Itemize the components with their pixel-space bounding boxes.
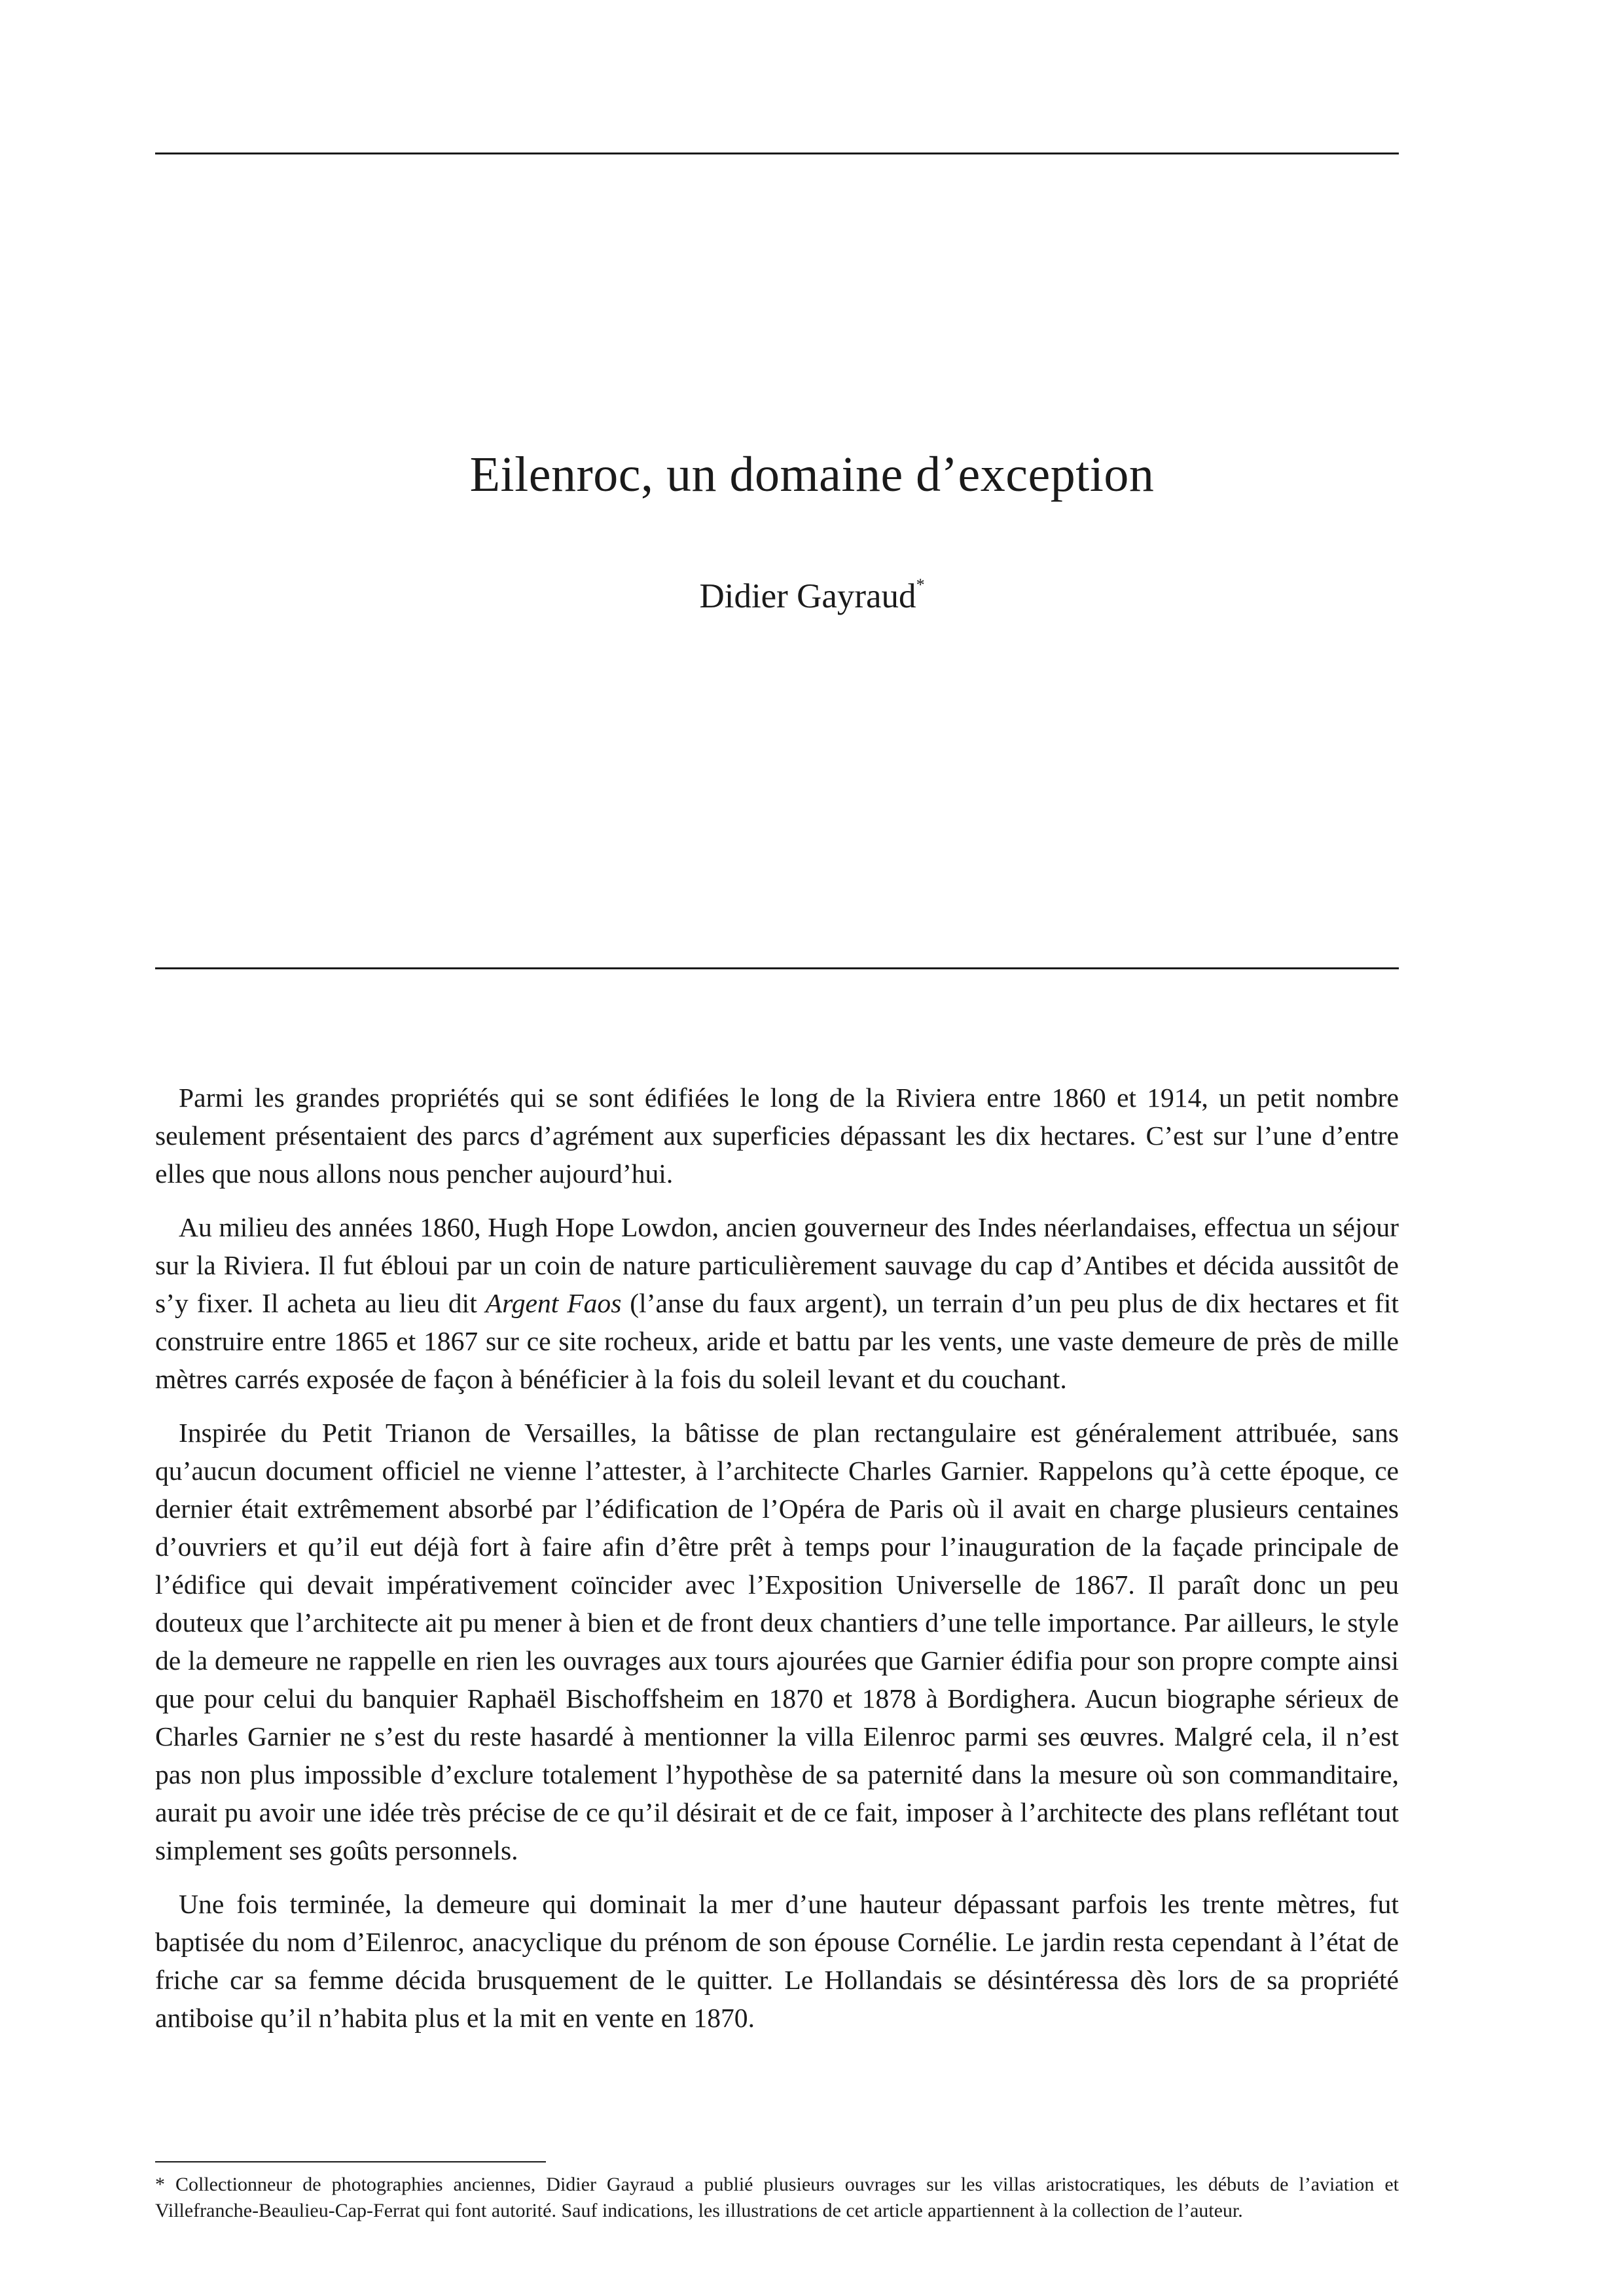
- article-author: [0, 576, 1624, 618]
- paragraph-2-text-after: (l’anse du faux argent), un terrain d’un peu plus de dix hectares et fit construire entre 1865 et 1867 sur ce site rocheux, aride et battu par les vents, une vaste demeure de près de mille mètres carrés exposée de façon à bénéficier à la fois du soleil levant et du couchant.: [155, 1288, 1399, 1394]
- place-name-italic: Argent Faos: [485, 1288, 622, 1318]
- paragraph-3: Inspirée du Petit Trianon de Versailles, la bâtisse de plan rectangulaire est généralement attribuée, sans qu’aucun document officiel ne vienne l’attester, à l’architecte Charles Garnier. Rappelons qu’à cette époque, ce dernier était extrêmement absorbé par l’édification de l’Opéra de Paris où il avait en charge plusieurs centaines d’ouvriers et qu’il eut déjà fort à faire afin d’être prêt à temps pour l’inauguration de la façade principale de l’édifice qui devait impérativement coïncider avec l’Exposition Universelle de 1867. Il paraît donc un peu douteux que l’architecte ait pu mener à bien et de front deux chantiers d’une telle importance. Par ailleurs, le style de la demeure ne rappelle en rien les ouvrages aux tours ajourées que Garnier édifia pour son propre compte ainsi que pour celui du banquier Raphaël Bischoffsheim en 1870 et 1878 à Bordighera. Aucun biographe sérieux de Charles Garnier ne s’est du reste hasardé à mentionner la villa Eilenroc parmi ses œuvres. Malgré cela, il n’est pas non plus impossible d’exclure totalement l’hypothèse de sa paternité dans la mesure où son commanditaire, aurait pu avoir une idée très précise de ce qu’il désirait et de ce fait, imposer à l’architecte des plans reflétant tout simplement ses goûts personnels.: [155, 1418, 1399, 1865]
- article-title: Eilenroc, un domaine d’exception: [469, 447, 1155, 502]
- article-body: [155, 1079, 1399, 2053]
- paragraph-2-text-before: Au milieu des années 1860, Hugh Hope Lowdon, ancien gouverneur des Indes néerlandaises, effectua un séjour sur la Riviera. Il fut ébloui par un coin de nature particulièrement sauvage du cap d’Antibes et décida aussitôt de s’y fixer. Il acheta au lieu dit: [155, 1212, 1399, 1318]
- header-separator-rule: [155, 967, 1399, 969]
- paragraph-1: Parmi les grandes propriétés qui se sont édifiées le long de la Riviera entre 1860 et 1914, un petit nombre seulement présentaient des parcs d’agrément aux superficies dépassant les dix hectares. C’est sur l’une d’entre elles que nous allons nous pencher aujourd’hui.: [155, 1083, 1399, 1189]
- paragraph-2: [155, 1208, 1399, 1398]
- footnote-rule: [155, 2161, 546, 2162]
- footnote: * Collectionneur de photographies anciennes, Didier Gayraud a publié plusieurs ouvrages sur les villas aristocratiques, les débuts de l’aviation et Villefranche-Beaulieu-Cap-Ferrat qui font autorité. Sauf indications, les illustrations de cet article appartiennent à la collection de l’auteur.: [155, 2174, 1399, 2221]
- author-name: Didier Gayraud: [699, 577, 916, 615]
- top-rule: [155, 152, 1399, 154]
- author-note-marker: *: [916, 575, 925, 594]
- paragraph-4: Une fois terminée, la demeure qui dominait la mer d’une hauteur dépassant parfois les trente mètres, fut baptisée du nom d’Eilenroc, anacyclique du prénom de son épouse Cornélie. Le jardin resta cependant à l’état de friche car sa femme décida brusquement de le quitter. Le Hollandais se désintéressa dès lors de sa propriété antiboise qu’il n’habita plus et la mit en vente en 1870.: [155, 1889, 1399, 2033]
